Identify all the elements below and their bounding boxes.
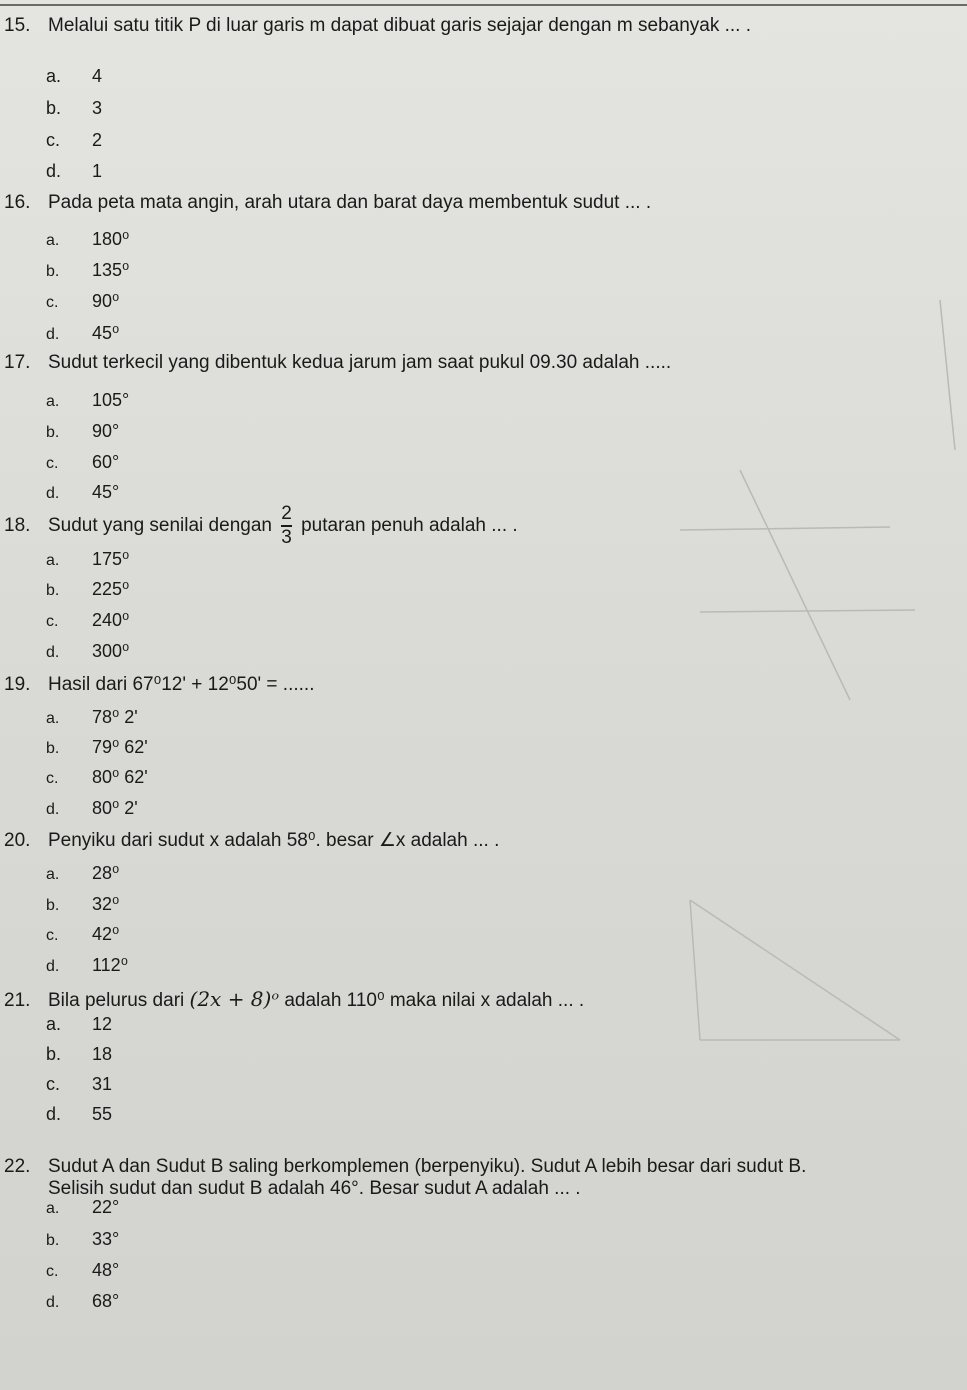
option-letter: a. bbox=[46, 66, 62, 86]
option-letter: d. bbox=[46, 1104, 62, 1124]
option-letter: d. bbox=[46, 161, 62, 181]
option-letter: b. bbox=[46, 582, 60, 599]
option-b[interactable] bbox=[46, 1228, 119, 1252]
option-letter: c. bbox=[46, 1074, 61, 1094]
option-text: 45° bbox=[92, 482, 120, 502]
option-text: 32⁰ bbox=[92, 894, 120, 914]
option-a[interactable] bbox=[46, 389, 129, 413]
option-d[interactable] bbox=[46, 1290, 119, 1314]
option-c[interactable] bbox=[46, 290, 119, 314]
option-letter: b. bbox=[46, 1044, 62, 1064]
option-text: 300⁰ bbox=[92, 641, 130, 661]
option-text: 60° bbox=[92, 452, 120, 472]
option-letter: c. bbox=[46, 927, 59, 944]
option-text: 2 bbox=[92, 130, 103, 150]
option-letter: d. bbox=[46, 644, 60, 661]
question-text: Penyiku dari sudut x adalah 58⁰. besar ∠x adalah ... . bbox=[48, 830, 500, 851]
question-text: Bila pelurus dari bbox=[48, 990, 185, 1011]
option-text: 80⁰ 2' bbox=[92, 798, 138, 818]
option-a[interactable] bbox=[46, 706, 138, 730]
option-d[interactable] bbox=[46, 160, 102, 182]
option-c[interactable] bbox=[46, 923, 119, 947]
option-a[interactable] bbox=[46, 1196, 119, 1220]
option-a[interactable] bbox=[46, 862, 119, 886]
option-b[interactable] bbox=[46, 736, 148, 760]
option-letter: c. bbox=[46, 130, 61, 150]
option-text: 1 bbox=[92, 161, 103, 181]
question-text-continued: putaran penuh adalah ... . bbox=[301, 515, 518, 537]
question-stem bbox=[4, 830, 499, 852]
option-letter: b. bbox=[46, 263, 60, 280]
question-number: 15. bbox=[4, 15, 31, 36]
math-expression: (2x + 8)ᵒ bbox=[189, 987, 280, 1011]
question-stem bbox=[4, 352, 671, 374]
option-text: 22° bbox=[92, 1197, 120, 1217]
top-rule bbox=[0, 4, 967, 6]
option-b[interactable] bbox=[46, 97, 102, 119]
question-text: Melalui satu titik P di luar garis m dapat dibuat garis sejajar dengan m sebanyak ... . bbox=[48, 15, 752, 36]
option-b[interactable] bbox=[46, 1043, 112, 1065]
option-letter: a. bbox=[46, 866, 60, 883]
option-letter: c. bbox=[46, 770, 59, 787]
option-text: 180⁰ bbox=[92, 229, 130, 249]
question-number: 20. bbox=[4, 830, 31, 851]
option-letter: c. bbox=[46, 294, 59, 311]
option-text: 80⁰ 62' bbox=[92, 767, 148, 787]
option-b[interactable] bbox=[46, 578, 129, 602]
question-text: Pada peta mata angin, arah utara dan barat daya membentuk sudut ... . bbox=[48, 192, 652, 213]
option-letter: b. bbox=[46, 98, 62, 118]
option-a[interactable] bbox=[46, 548, 129, 572]
option-letter: b. bbox=[46, 424, 60, 441]
option-text: 105° bbox=[92, 390, 130, 410]
question-number: 19. bbox=[4, 674, 31, 695]
question-text-continued: adalah 110⁰ maka nilai x adalah ... . bbox=[284, 990, 585, 1011]
option-text: 48° bbox=[92, 1260, 120, 1280]
option-b[interactable] bbox=[46, 893, 119, 917]
option-text: 90⁰ bbox=[92, 291, 120, 311]
option-text: 33° bbox=[92, 1229, 120, 1249]
option-letter: a. bbox=[46, 710, 60, 727]
option-text: 90° bbox=[92, 421, 120, 441]
option-a[interactable] bbox=[46, 1013, 112, 1035]
option-text: 3 bbox=[92, 98, 103, 118]
option-text: 135⁰ bbox=[92, 260, 130, 280]
option-text: 12 bbox=[92, 1014, 113, 1034]
question-stem bbox=[4, 504, 518, 548]
question-stem-line-2: Selisih sudut dan sudut B adalah 46°. Besar sudut A adalah ... . bbox=[48, 1178, 581, 1199]
option-d[interactable] bbox=[46, 954, 128, 978]
question-number: 21. bbox=[4, 990, 31, 1011]
question-stem bbox=[4, 192, 651, 214]
option-c[interactable] bbox=[46, 1259, 119, 1283]
option-letter: a. bbox=[46, 1014, 62, 1034]
option-text: 240⁰ bbox=[92, 610, 130, 630]
question-number: 17. bbox=[4, 352, 31, 373]
fraction-numerator: 2 bbox=[281, 503, 292, 524]
option-letter: c. bbox=[46, 613, 59, 630]
question-number: 22. bbox=[4, 1156, 31, 1177]
option-d[interactable] bbox=[46, 640, 129, 664]
option-letter: d. bbox=[46, 801, 60, 818]
question-number: 16. bbox=[4, 192, 31, 213]
option-text: 45⁰ bbox=[92, 323, 120, 343]
option-letter: b. bbox=[46, 1232, 60, 1249]
option-text: 79⁰ 62' bbox=[92, 737, 148, 757]
option-letter: a. bbox=[46, 393, 60, 410]
option-letter: d. bbox=[46, 1294, 60, 1311]
question-stem bbox=[4, 988, 584, 1012]
question-text: Sudut terkecil yang dibentuk kedua jarum jam saat pukul 09.30 adalah ..... bbox=[48, 352, 672, 373]
question-stem bbox=[4, 15, 751, 37]
option-a[interactable] bbox=[46, 228, 129, 252]
option-text: 4 bbox=[92, 66, 103, 86]
option-letter: b. bbox=[46, 897, 60, 914]
question-number: 18. bbox=[4, 515, 31, 537]
option-a[interactable] bbox=[46, 65, 102, 87]
option-letter: a. bbox=[46, 552, 60, 569]
fraction-denominator: 3 bbox=[281, 527, 292, 548]
option-text: 42⁰ bbox=[92, 924, 120, 944]
option-c[interactable] bbox=[46, 129, 102, 151]
question-stem bbox=[4, 674, 314, 696]
option-text: 175⁰ bbox=[92, 549, 130, 569]
option-letter: c. bbox=[46, 455, 59, 472]
option-c[interactable] bbox=[46, 1073, 112, 1095]
fraction-two-thirds bbox=[281, 504, 292, 548]
option-text: 55 bbox=[92, 1104, 113, 1124]
option-text: 31 bbox=[92, 1074, 113, 1094]
option-b[interactable] bbox=[46, 259, 129, 283]
question-text: Sudut yang senilai dengan bbox=[48, 515, 272, 537]
option-d[interactable] bbox=[46, 481, 119, 505]
option-text: 28⁰ bbox=[92, 863, 120, 883]
option-c[interactable] bbox=[46, 609, 129, 633]
option-letter: a. bbox=[46, 232, 60, 249]
option-letter: d. bbox=[46, 326, 60, 343]
option-c[interactable] bbox=[46, 451, 119, 475]
option-c[interactable] bbox=[46, 766, 148, 790]
question-stem bbox=[4, 1156, 806, 1178]
option-text: 78⁰ 2' bbox=[92, 707, 138, 727]
option-b[interactable] bbox=[46, 420, 119, 444]
option-letter: b. bbox=[46, 740, 60, 757]
option-text: 68° bbox=[92, 1291, 120, 1311]
option-letter: c. bbox=[46, 1263, 59, 1280]
question-text: Hasil dari 67⁰12' + 12⁰50' = ...... bbox=[48, 674, 315, 695]
option-text: 225⁰ bbox=[92, 579, 130, 599]
option-letter: d. bbox=[46, 485, 60, 502]
option-text: 18 bbox=[92, 1044, 113, 1064]
option-letter: d. bbox=[46, 958, 60, 975]
option-text: 112⁰ bbox=[92, 955, 128, 975]
question-text: Sudut A dan Sudut B saling berkomplemen (berpenyiku). Sudut A lebih besar dari sudut B. bbox=[48, 1156, 807, 1177]
option-d[interactable] bbox=[46, 1103, 112, 1125]
option-d[interactable] bbox=[46, 797, 138, 821]
option-letter: a. bbox=[46, 1200, 60, 1217]
option-d[interactable] bbox=[46, 322, 119, 346]
